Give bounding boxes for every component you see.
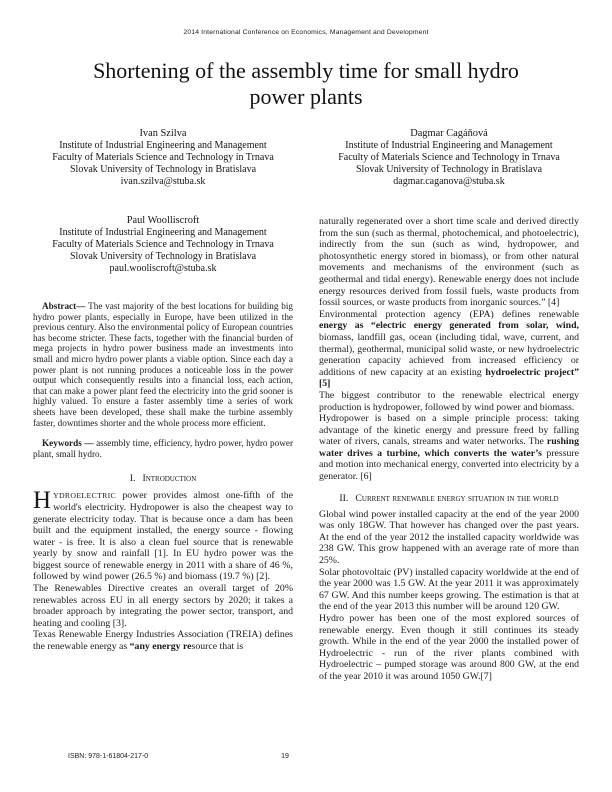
paragraph-wind-capacity: Global wind power installed capacity at the end of the year 2000 was only 18GW. That however has changed over the past years. At the end of the year 2012 the installed capacity worldwide was 238 GW. This grow happened with an average rate of more than 25%. xyxy=(319,508,579,567)
author-block-ivan-szilva xyxy=(33,128,293,188)
abstract-label: Abstract— xyxy=(42,301,89,311)
abstract-text: The vast majority of the best locations for building big hydro power plants, especially in Europe, have been utilized in the previous century. Also the environmental policy of European countries has become stricter. These facts, together with the financial burden of mega projects in hydro power business made an investments into small and micro hydro power plants a viable option. Since each day a power plant is not running produces a noticeable loss in the power output which consequently results into a financial loss, each action, that can make a power plant feed the electricity into the grid sooner is highly valued. To ensure a faster assembly time a series of work sheets have been developed, these shall make the turbine assembly faster, downtimes shorter and the whole process more efficient. xyxy=(33,301,293,428)
author-block-dagmar-caganova xyxy=(319,128,579,188)
section-number: II. xyxy=(339,492,349,504)
conference-header: 2014 International Conference on Economics, Management and Development xyxy=(183,29,429,36)
paragraph-epa-definition: Environmental protection agency (EPA) defines renewable energy as “electric energy generated from solar, wind, biomass, landfill gas, ocean (including tidal, wave, current, and thermal), geothermal, municipal solid waste, or new hydroelectric generation capacity achieved from increased efficiency or additions of new capacity at an existing hydroelectric project” [5] xyxy=(319,308,579,390)
section-title: Current renewable energy situation in the world xyxy=(355,492,559,504)
author-affiliation: Slovak University of Technology in Bratislava xyxy=(355,164,543,175)
author-affiliation: Institute of Industrial Engineering and Management xyxy=(59,140,267,151)
paragraph-treia: Texas Renewable Energy Industries Association (TREIA) defines the renewable energy as “any energy resource that is xyxy=(33,629,293,653)
author-affiliation: Slovak University of Technology in Bratislava xyxy=(69,251,257,262)
paragraph-hydro-capacity: Hydro power has been one of the most explored sources of renewable energy. Even though it still continues its steady growth. While in the end of the year 2000 the installed power of Hydroelectric - run of the river plants combined with Hydroelectric – pumped storage was around 800 GW, at the end of the year 2010 it was around 1050 GW.[7] xyxy=(319,613,579,682)
isbn-label: ISBN: 978-1-61804-217-0 xyxy=(68,753,149,760)
page-number: 19 xyxy=(281,753,289,760)
author-name: Paul Woolliscroft xyxy=(126,215,200,226)
author-affiliation: Faculty of Materials Science and Technology in Trnava xyxy=(338,152,560,163)
author-email: dagmar.caganova@stuba.sk xyxy=(393,176,505,187)
section-heading-current-situation xyxy=(319,493,579,504)
author-affiliation: Faculty of Materials Science and Technology in Trnava xyxy=(52,239,274,250)
author-name: Dagmar Cagáňová xyxy=(410,128,488,139)
keywords-label: Keywords — xyxy=(42,438,97,449)
paper-title: Shortening of the assembly time for small hydro power plants xyxy=(93,58,519,109)
paragraph-solar-capacity: Solar photovoltaic (PV) installed capacity worldwide at the end of the year 2000 was 1.5 GW. At the year 2011 it was approximately 67 GW. And this number keeps growing. The estimation is that at the end of the year 2013 this number will be around 120 GW. xyxy=(319,566,579,613)
author-affiliation: Slovak University of Technology in Bratislava xyxy=(69,164,257,175)
abstract-paragraph xyxy=(33,301,293,428)
keywords-text: assembly time, efficiency, hydro power, hydro power plant, small hydro. xyxy=(33,438,294,459)
section-title: Introduction xyxy=(142,473,197,485)
right-column xyxy=(319,128,579,683)
left-column xyxy=(33,128,293,653)
paragraph-hydropower-principle: Hydropower is based on a simple principle process: taking advantage of the kinetic energy and pressure freed by falling water of rivers, canals, streams and water networks. The rushing water drives a turbine, which converts the water’s pressure and motion into mechanical energy, converted into electricity by a generator. [6] xyxy=(319,413,580,483)
author-email: ivan.szilva@stuba.sk xyxy=(120,176,206,187)
author-name: Ivan Szilva xyxy=(139,128,187,139)
author-affiliation: Institute of Industrial Engineering and Management xyxy=(345,140,553,151)
author-email: paul.wooliscroft@stuba.sk xyxy=(109,263,217,274)
dropcap-letter: H xyxy=(33,487,52,515)
keywords-paragraph xyxy=(33,438,293,459)
paragraph-treia-continued: naturally regenerated over a short time scale and derived directly from the sun (such as thermal, photochemical, and photoelectric), indirectly from the sun (such as wind, hydropower, and photosynthetic energy stored in biomass), or from other natural movements and mechanisms of the environment (such as geothermal and tidal energy). Renewable energy does not include energy resources derived from fossil fuels, waste products from fossil sources, or waste products from inorganic sources.” [4] xyxy=(319,216,579,309)
paragraph-biggest-contributor: The biggest contributor to the renewable electrical energy production is hydropower, followed by wind power and biomass. xyxy=(319,389,579,413)
intro-lead-word: YDROELECTRIC xyxy=(53,491,117,501)
paragraph-renewables-directive: The Renewables Directive creates an overall target of 20% renewables across EU in all energy sectors by 2020; it takes a broader approach by integrating the power sector, transport, and heating and cooling [3]. xyxy=(33,583,293,629)
intro-paragraph xyxy=(33,487,293,583)
section-heading-introduction xyxy=(33,473,293,484)
author-affiliation: Institute of Industrial Engineering and Management xyxy=(59,227,267,238)
section-number: I. xyxy=(129,473,136,485)
author-block-paul-woolliscroft xyxy=(33,215,293,275)
author-affiliation: Faculty of Materials Science and Technology in Trnava xyxy=(52,152,274,163)
intro-text: power provides almost one-fifth of the world's electricity. Hydropower is also the cheapest way to generate electricity today. That is because once a dam has been built and the equipment installed, the energy source - flowing water - is free. It is also a clean fuel source that is renewable yearly by snow and rainfall [1]. In EU hydro power was the biggest source of renewable energy in 2011 with a share of 46 %, followed by wind power (26.5 %) and biomass (19.7 %) [2]. xyxy=(33,490,293,583)
